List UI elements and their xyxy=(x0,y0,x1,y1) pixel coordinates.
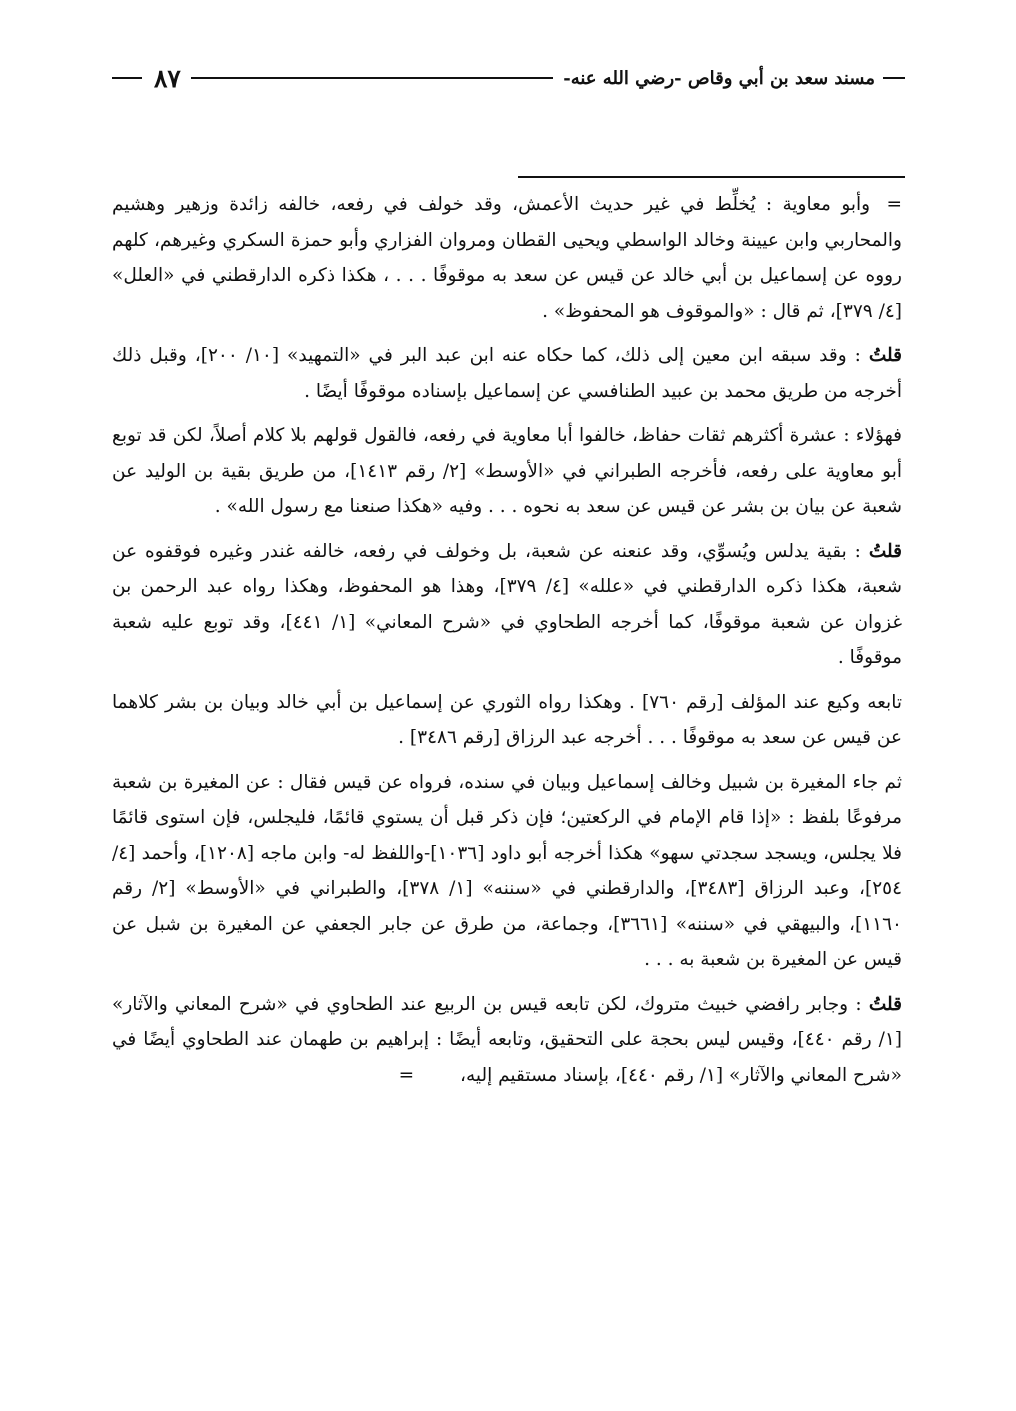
footnote-paragraph-2 xyxy=(112,338,902,409)
paragraph-lead: قلتُ xyxy=(868,345,902,366)
footnote-paragraph-6 xyxy=(112,765,902,978)
footnote-paragraph-7 xyxy=(112,987,902,1094)
paragraph-lead: قلتُ xyxy=(868,993,902,1015)
paragraph-text: تابعه وكيع عند المؤلف [رقم ٧٦٠] . وهكذا رواه الثوري عن إسماعيل بن أبي خالد وبيان بن بشر كلاهما عن قيس عن سعد به موقوفًا . . . أخرجه عبد الرزاق [رقم ٣٤٨٦] . xyxy=(112,691,902,748)
page-number: ٨٧ xyxy=(154,63,181,93)
header-rule xyxy=(191,77,553,79)
footnote-body xyxy=(112,187,902,1102)
paragraph-text: ثم جاء المغيرة بن شبيل وخالف إسماعيل وبيان في سنده، فرواه عن قيس فقال : عن المغيرة بن شعبة مرفوعًا بلفظ : «إذا قام الإمام في الركعتين؛ فإن ذكر قبل أن يستوي قائمًا، فليجلس، فإن استوى قائمًا فلا يجلس، ويسجد سجدتي سهو» هكذا أخرجه أبو داود [١٠٣٦]-واللفظ له- وابن ماجه [١٢٠٨]، وأحمد [٤/ ٢٥٤]، وعبد الرزاق [٣٤٨٣]، والدارقطني في «سننه» [١/ ٣٧٨]، والطبراني في «الأوسط» [٢/ رقم ١١٦٠]، والبيهقي في «سننه» [٣٦٦١]، وجماعة، من طرق عن جابر الجعفي عن المغيرة بن شبل عن قيس عن المغيرة بن شعبة به . . . xyxy=(112,771,903,970)
paragraph-lead: قلتُ xyxy=(868,540,902,562)
continuation-marker: = xyxy=(886,194,902,215)
footnote-paragraph-5 xyxy=(112,685,902,756)
paragraph-text: : بقية يدلس ويُسوِّي، وقد عنعنه عن شعبة، بل وخولف في رفعه، خالفه غندر وغيره فوقفوه عن شعبة، هكذا ذكره الدارقطني في «علله» [٤/ ٣٧٩]، وهذا هو المحفوظ، وهكذا رواه عبد الرحمن بن غزوان عن شعبة موقوفًا، كما أخرجه الطحاوي في «شرح المعاني» [١/ ٤٤١]، وقد توبع عليه شعبة موقوفًا . xyxy=(112,540,902,668)
header-dash-end xyxy=(112,77,142,79)
footnote-separator xyxy=(518,176,905,178)
paragraph-text: وأبو معاوية : يُخلِّط في غير حديث الأعمش، وقد خولف في رفعه، خالفه زائدة وزهير وهشيم والمحاربي وابن عيينة وخالد الواسطي ويحيى القطان ومروان الفزاري وأبو حمزة السكري وغيرهم، كلهم رووه عن إسماعيل بن أبي خالد عن قيس عن سعد به موقوفًا . . . ، هكذا ذكره الدارقطني في «العلل» [٤/ ٣٧٩]، ثم قال : «والموقوف هو المحفوظ» . xyxy=(112,194,902,322)
footnote-paragraph-3 xyxy=(112,418,902,525)
running-title: مسند سعد بن أبي وقاص -رضي الله عنه- xyxy=(563,67,875,89)
header-dash-start xyxy=(883,77,905,79)
paragraph-text: : وجابر رافضي خبيث متروك، لكن تابعه قيس بن الربيع عند الطحاوي في «شرح المعاني والآثار» [١/ رقم ٤٤٠]، وقيس ليس بحجة على التحقيق، وتابعه أيضًا : إبراهيم بن طهمان عند الطحاوي أيضًا في «شرح المعاني والآثار» [١/ رقم ٤٤٠]، بإسناد مستقيم إليه، xyxy=(112,993,902,1086)
paragraph-text: : وقد سبقه ابن معين إلى ذلك، كما حكاه عنه ابن عبد البر في «التمهيد» [١٠/ ٢٠٠]، وقبل ذلك أخرجه من طريق محمد بن عبيد الطنافسي عن إسماعيل بإسناده موقوفًا أيضًا . xyxy=(112,345,902,402)
page-header xyxy=(112,58,905,98)
continuation-end-marker: = xyxy=(398,1064,415,1086)
footnote-paragraph-1 xyxy=(112,187,902,329)
footnote-paragraph-4 xyxy=(112,534,902,676)
paragraph-text: فهؤلاء : عشرة أكثرهم ثقات حفاظ، خالفوا أبا معاوية في رفعه، فالقول قولهم بلا كلام أصلاً، لكن قد توبع أبو معاوية على رفعه، فأخرجه الطبراني في «الأوسط» [٢/ رقم ١٤١٣]، من طريق بقية بن الوليد عن شعبة عن بيان بن بشر عن قيس عن سعد به نحوه . . . وفيه «هكذا صنعنا مع رسول الله» . xyxy=(112,425,902,517)
